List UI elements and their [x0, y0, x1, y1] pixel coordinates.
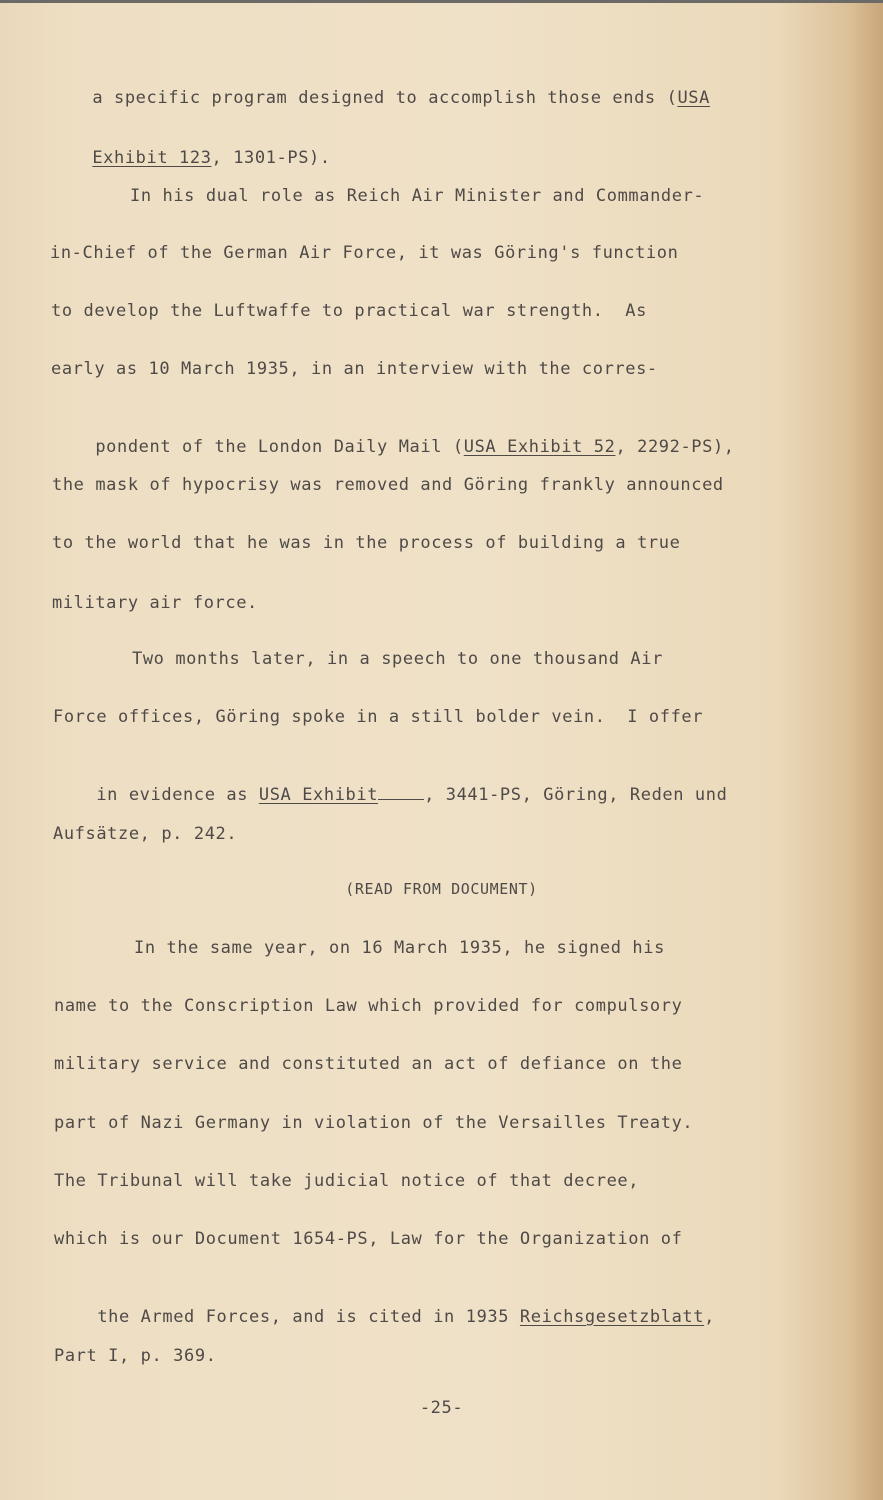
- text-line-1: a specific program designed to accomplish those ends (USA: [92, 88, 710, 108]
- text-line-21: which is our Document 1654-PS, Law for the Organization of: [54, 1229, 683, 1249]
- text-line-7: pondent of the London Daily Mail (USA Exhibit 52, 2292-PS),: [95, 437, 735, 457]
- text-line-20: The Tribunal will take judicial notice of that decree,: [54, 1171, 640, 1191]
- exhibit-ref: USA: [677, 88, 710, 108]
- text-line-14: Aufsätze, p. 242.: [53, 824, 238, 844]
- text-line-16: In the same year, on 16 March 1935, he signed his: [134, 938, 665, 958]
- exhibit-ref: USA Exhibit: [258, 785, 379, 805]
- text-line-22: the Armed Forces, and is cited in 1935 Reichsgesetzblatt,: [97, 1307, 715, 1327]
- page-number: -25-: [419, 1398, 464, 1418]
- text-line-9: to the world that he was in the process of building a true: [52, 533, 681, 553]
- text-line-2: Exhibit 123, 1301-PS).: [92, 148, 331, 168]
- text-line-17: name to the Conscription Law which provided for compulsory: [54, 996, 683, 1016]
- top-border: [0, 0, 883, 3]
- text-line-13: in evidence as USA Exhibit , 3441-PS, Göring, Reden und: [96, 785, 728, 805]
- exhibit-ref: USA Exhibit 52: [463, 437, 616, 457]
- read-from-document-note: (READ FROM DOCUMENT): [345, 880, 538, 898]
- text-line-23: Part I, p. 369.: [54, 1346, 217, 1366]
- text-line-4: in-Chief of the German Air Force, it was Göring's function: [50, 243, 679, 263]
- text-line-11: Two months later, in a speech to one thousand Air: [132, 649, 663, 669]
- text-line-6: early as 10 March 1935, in an interview with the corres-: [51, 359, 658, 379]
- exhibit-number-blank: [378, 785, 424, 800]
- text-line-8: the mask of hypocrisy was removed and Göring frankly announced: [52, 475, 724, 495]
- text-line-18: military service and constituted an act of defiance on the: [54, 1054, 683, 1074]
- text-line-5: to develop the Luftwaffe to practical war strength. As: [51, 301, 647, 321]
- exhibit-ref: Exhibit 123: [92, 148, 212, 168]
- text-line-12: Force offices, Göring spoke in a still bolder vein. I offer: [53, 707, 704, 727]
- text-line-19: part of Nazi Germany in violation of the Versailles Treaty.: [54, 1113, 694, 1133]
- text-line-3: In his dual role as Reich Air Minister and Commander-: [130, 186, 705, 206]
- reichsgesetzblatt-ref: Reichsgesetzblatt: [519, 1307, 705, 1327]
- text-line-10: military air force.: [52, 593, 258, 613]
